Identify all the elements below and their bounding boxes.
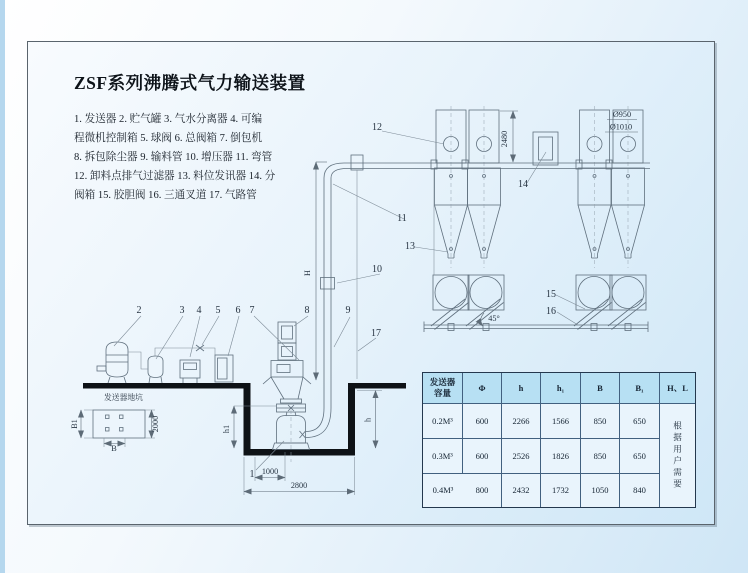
- callout-15: 15: [546, 289, 556, 300]
- table-header-h: h: [502, 373, 541, 404]
- dim-diameters: [605, 110, 638, 132]
- dim-h1-label: h1: [222, 424, 231, 434]
- dim-45deg-label: 45°: [488, 314, 500, 323]
- callout-16: 16: [546, 306, 556, 317]
- callout-17: 17: [371, 328, 381, 339]
- dim-2480-label: 2480: [500, 130, 509, 148]
- dim-2800-label: 2800: [290, 481, 308, 490]
- callout-4: 4: [196, 305, 202, 316]
- callout-6: 6: [235, 305, 241, 316]
- callout-7: 7: [249, 305, 255, 316]
- table-header-h1: h₁: [541, 373, 581, 404]
- table-header-HL: H、L: [660, 373, 695, 404]
- table-header-phi: Φ: [463, 373, 502, 404]
- conveying-pipe: [321, 155, 435, 408]
- callout-2: 2: [136, 305, 142, 316]
- dim-h-label: h: [363, 417, 373, 423]
- air-tank: [97, 342, 128, 383]
- table-cell: 0.2M³: [423, 404, 463, 439]
- table-cell: 1826: [541, 439, 581, 474]
- table-cell: 600: [463, 439, 502, 474]
- table-cell: 650: [620, 404, 660, 439]
- legend-line: 12. 卸料点排气过滤器 13. 料位发讯器 14. 分: [74, 171, 276, 182]
- table-cell: 1050: [581, 474, 620, 507]
- control-box: [180, 360, 200, 383]
- table-cell: 2266: [502, 404, 541, 439]
- callout-8: 8: [304, 305, 310, 316]
- dust-filter-row: [344, 106, 650, 268]
- table-cell: 2432: [502, 474, 541, 507]
- foundation-plan: [70, 392, 160, 453]
- table-cell: 650: [620, 439, 660, 474]
- table-header-B1: B₁: [620, 373, 660, 404]
- table-cell: 800: [463, 474, 502, 507]
- pit-plan-label: 发送器地坑: [104, 393, 143, 402]
- callout-12: 12: [372, 122, 382, 133]
- callout-1: 1: [249, 469, 255, 480]
- dim-H-label: H: [303, 270, 312, 276]
- legend-line: 1. 发送器 2. 贮气罐 3. 气水分离器 4. 可编: [74, 114, 263, 125]
- callout-14: 14: [518, 179, 528, 190]
- callout-3: 3: [179, 305, 185, 316]
- table-cell: 1732: [541, 474, 581, 507]
- dim-1000-label: 1000: [261, 467, 279, 476]
- table-cell: 0.4M³: [423, 474, 463, 507]
- dim-1010-label: Ø1010: [609, 122, 633, 132]
- callout-11: 11: [397, 213, 407, 224]
- page-title: ZSF系列沸腾式气力输送装置: [74, 73, 306, 93]
- dim-2480: [500, 111, 518, 162]
- spec-table: [422, 372, 696, 508]
- callout-10: 10: [372, 264, 382, 275]
- callout-9: 9: [345, 305, 351, 316]
- legend-line: 8. 拆包除尘器 9. 输料管 10. 增压器 11. 弯管: [74, 152, 273, 163]
- main-valve-box: [215, 355, 233, 382]
- table-cell: 850: [581, 439, 620, 474]
- legend-line: 阀箱 15. 胶胆阀 16. 三通叉道 17. 气路管: [74, 190, 257, 201]
- dim-B1-label: B1: [70, 419, 79, 429]
- table-header-B: B: [581, 373, 620, 404]
- branch-valve-row: [424, 275, 648, 332]
- valve-distribution-box: [533, 132, 558, 165]
- table-cell: 2526: [502, 439, 541, 474]
- table-cell: 0.3M³: [423, 439, 463, 474]
- table-header-capacity: 发送器 容量: [423, 373, 463, 404]
- callout-13: 13: [405, 241, 415, 252]
- legend-block: [74, 110, 314, 205]
- table-cell: 850: [581, 404, 620, 439]
- dim-950-label: Ø950: [612, 110, 632, 119]
- table-cell: 1566: [541, 404, 581, 439]
- dim-2000-label: 2000: [151, 415, 160, 433]
- bag-dump-tower: [263, 322, 311, 403]
- table-cell: 600: [463, 404, 502, 439]
- callout-5: 5: [215, 305, 221, 316]
- table-cell: 840: [620, 474, 660, 507]
- legend-line: 程微机控制箱 5. 球阀 6. 总阀箱 7. 倒包机: [74, 133, 263, 144]
- dim-B-label: B: [111, 444, 117, 453]
- table-note: 根据用户需要: [660, 404, 695, 507]
